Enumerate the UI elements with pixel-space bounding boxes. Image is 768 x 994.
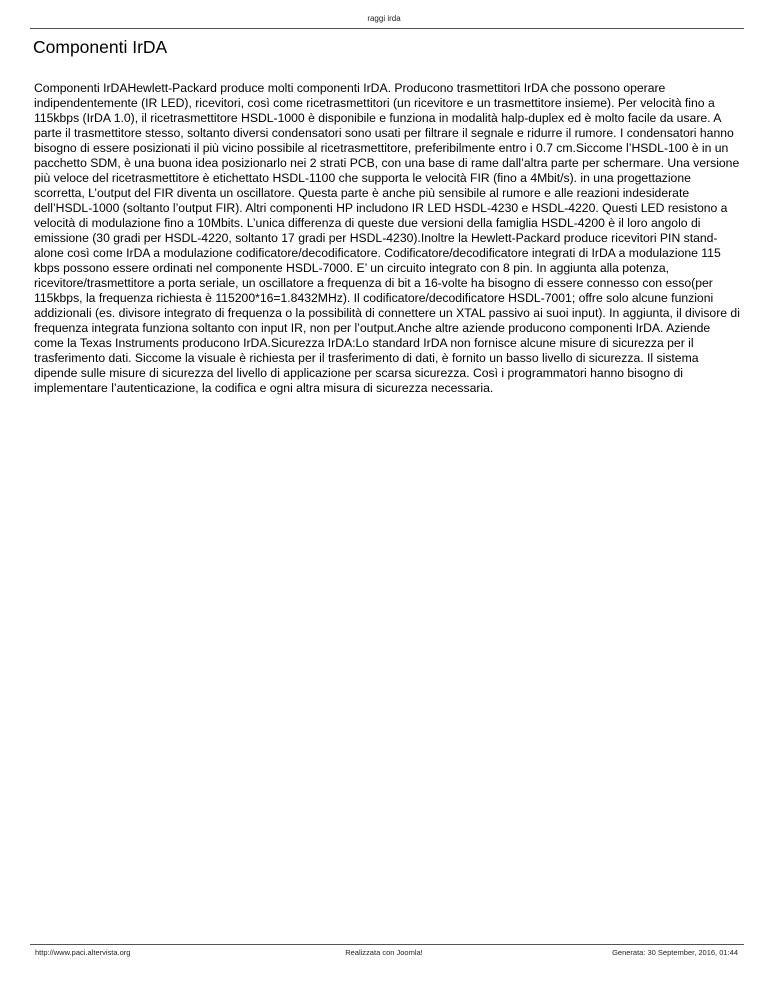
header-divider bbox=[30, 28, 744, 29]
article-body: Componenti IrDAHewlett-Packard produce molti componenti IrDA. Producono trasmettitori IrDA che possono operare indipendentemente (IR LED), ricevitori, così come ricetrasmettitori (un ricevitore e un trasmettitore insieme). Per velocità fino a 115kbps (IrDA 1.0), il ricetrasmettitore HSDL-1000 è disponibile e funziona in modalità halp-duplex ed è molto facile da usare. A parte il trasmettitore stesso, soltanto diversi condensatori sono usati per filtrare il segnale e ridurre il rumore. I condensatori hanno bisogno di essere posizionati il più vicino possibile al ricetrasmettitore, preferibilmente entro i 0.7 cm.Siccome l’HSDL-100 è in un pacchetto SDM, è una buona idea posizionarlo nei 2 strati PCB, con una base di rame dall’altra parte per schermare. Una versione più veloce del ricetrasmettitore è etichettato HSDL-1100 che supporta le velocità FIR (fino a 4Mbit/s). in una progettazione scorretta, L’output del FIR diventa un oscillatore. Questa parte è anche più sensibile al rumore e alle reazioni indesiderate dell’HSDL-1000 (soltanto l’output FIR). Altri componenti HP includono IR LED HSDL-4230 e HSDL-4220. Questi LED resistono a velocità di modulazione fino a 10Mbits. L’unica differenza di queste due versioni della famiglia HSDL-4200 è il loro angolo di emissione (30 gradi per HSDL-4220, soltanto 17 gradi per HSDL-4230).Inoltre la Hewlett-Packard produce ricevitori PIN stand-alone così come IrDA a modulazione codificatore/decodificatore. Codificatore/decodificatore integrati di IrDA a modulazione 115 kbps possono essere ordinati nel componente HSDL-7000. E’ un circuito integrato con 8 pin. In aggiunta alla potenza, ricevitore/trasmettitore a porta seriale, un oscillatore a frequenza di bit a 16-volte ha bisogno di essere connesso con esso(per 115kbps, la frequenza richiesta è 115200*16=1.8432MHz). Il codificatore/decodificatore HSDL-7001; offre solo alcune funzioni addizionali (es. divisore integrato di frequenza o la possibilità di connettere un XTAL passivo ai suoi input). In aggiunta, il divisore di frequenza integrata funziona soltanto con input IR, non per l’output.Anche altre aziende producono componenti IrDA. Aziende come la Texas Instruments producono IrDA.Sicurezza IrDA:Lo standard IrDA non fornisce alcune misure di sicurezza per il trasferimento dati. Siccome la visuale è richiesta per il trasferimento di dati, è fornito un basso livello di sicurezza. Il sistema dipende sulle misure di sicurezza del livello di applicazione per scarsa sicurezza. Così i programmatori hanno bisogno di implementare l’autenticazione, la codifica e ogni altra misura di sicurezza necessaria. bbox=[34, 81, 740, 395]
footer-url: http://www.paci.altervista.org bbox=[35, 948, 131, 957]
footer-credit: Realizzata con Joomla! bbox=[345, 948, 423, 957]
footer-generated-date: Generata: 30 September, 2016, 01:44 bbox=[612, 948, 738, 957]
running-header: raggi irda bbox=[367, 14, 401, 23]
page-title: Componenti IrDA bbox=[33, 37, 168, 57]
footer-divider bbox=[30, 944, 744, 945]
